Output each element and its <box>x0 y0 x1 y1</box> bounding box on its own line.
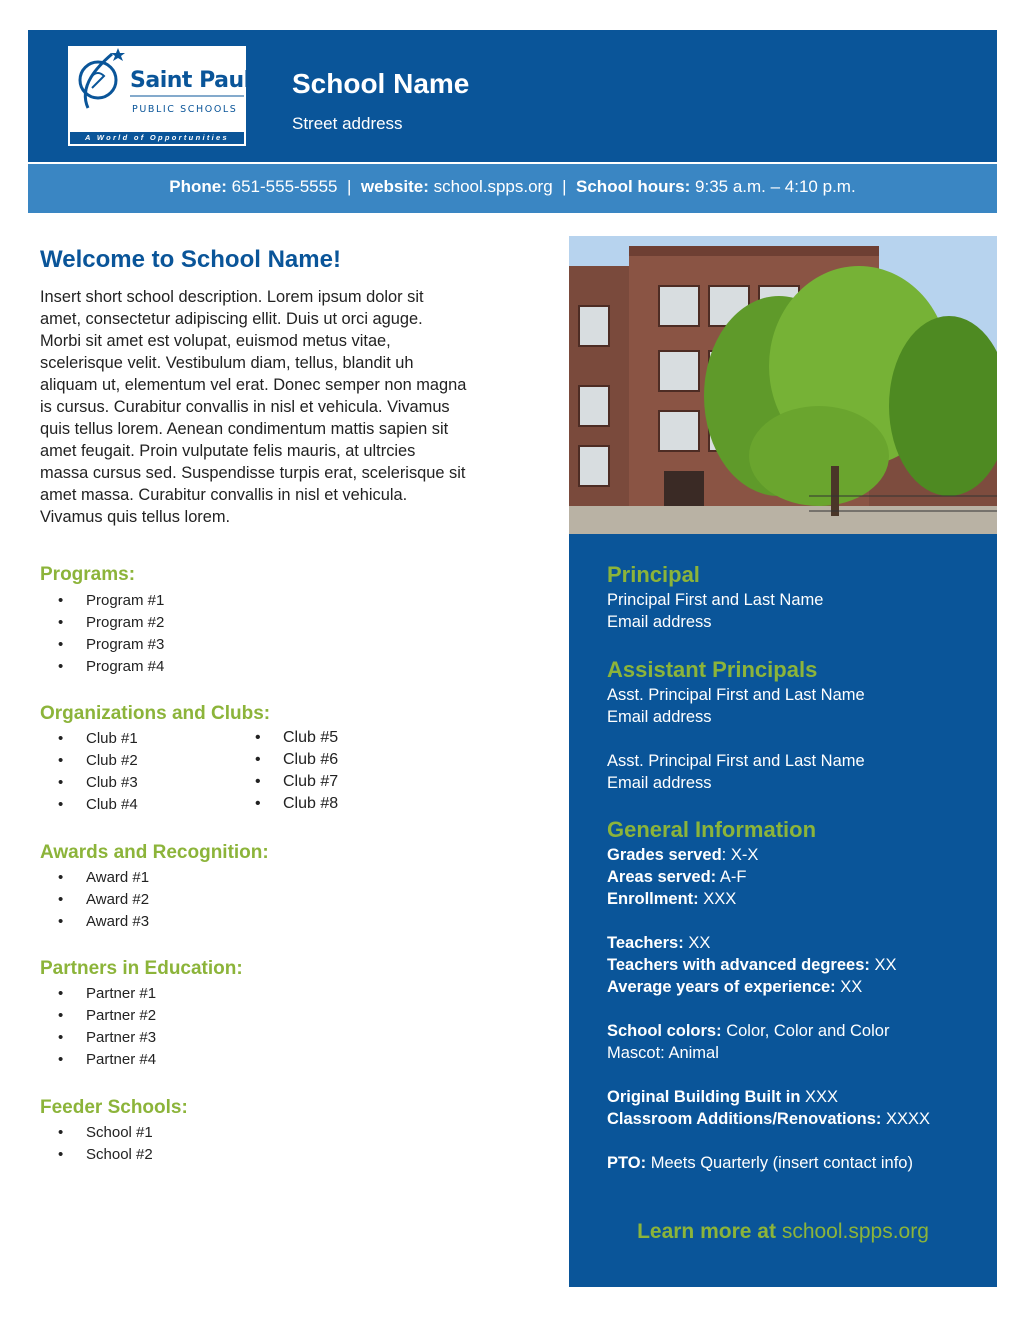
bullet-icon: • <box>58 730 64 747</box>
logo-emblem-icon <box>68 46 246 146</box>
principal-name: Principal First and Last Name <box>607 591 824 609</box>
club-item: Club #6 <box>283 751 339 768</box>
description-line: aliquam ut, elementum vel erat. Donec semper non magna <box>40 376 467 394</box>
bullet-icon: • <box>58 658 64 675</box>
district-logo <box>68 46 251 146</box>
additions-label: Classroom Additions/Renovations: <box>607 1110 882 1128</box>
building-built-label: Original Building Built in <box>607 1088 801 1106</box>
program-item: Program #4 <box>86 658 165 675</box>
description-line: Vivamus quis tellus lorem. <box>40 508 231 526</box>
phone-label: Phone: <box>169 177 227 196</box>
grades-served <box>607 846 758 865</box>
learn-more <box>569 1220 997 1244</box>
award-item: Award #3 <box>86 913 150 930</box>
bullet-icon: • <box>58 1029 64 1046</box>
description-line: scelerisque velit. Vestibulum diam, tellus, blandit uh <box>40 354 414 372</box>
grades-value: : X-X <box>721 846 759 864</box>
mascot: Mascot: Animal <box>607 1044 719 1062</box>
website-label: website: <box>360 177 429 196</box>
list-item <box>58 796 138 813</box>
list-item <box>58 985 157 1002</box>
logo-name: Saint Paul <box>130 68 251 93</box>
principal-heading: Principal <box>607 562 700 587</box>
school-colors <box>607 1022 889 1041</box>
programs-heading: Programs: <box>40 564 136 585</box>
partner-item: Partner #2 <box>86 1007 157 1024</box>
page-title: School Name <box>292 68 470 99</box>
ap1-email[interactable]: Email address <box>607 708 712 726</box>
program-item: Program #1 <box>86 592 165 609</box>
list-item <box>58 592 165 609</box>
feeder-school-item: School #1 <box>86 1124 153 1141</box>
partner-item: Partner #3 <box>86 1029 157 1046</box>
website-link[interactable]: school.spps.org <box>433 177 553 196</box>
bullet-icon: • <box>255 751 261 768</box>
bullet-icon: • <box>58 985 64 1002</box>
areas-value: A-F <box>716 868 747 886</box>
partner-item: Partner #4 <box>86 1051 157 1068</box>
pto-label: PTO: <box>607 1154 647 1172</box>
hours-label: School hours: <box>576 177 691 196</box>
advanced-degrees-label: Teachers with advanced degrees: <box>607 956 870 974</box>
bullet-icon: • <box>58 1124 64 1141</box>
description-line: Insert short school description. Lorem ipsum dolor sit <box>40 288 424 306</box>
principal-email[interactable]: Email address <box>607 613 712 631</box>
bullet-icon: • <box>58 774 64 791</box>
pto-value: Meets Quarterly (insert contact info) <box>646 1154 913 1172</box>
bullet-icon: • <box>58 752 64 769</box>
areas-served <box>607 868 746 887</box>
learn-more-label: Learn more at <box>637 1220 776 1243</box>
bullet-icon: • <box>255 795 261 812</box>
bullet-icon: • <box>58 891 64 908</box>
bullet-icon: • <box>58 913 64 930</box>
list-item <box>58 1007 157 1024</box>
list-item <box>255 751 339 769</box>
list-item <box>58 1146 153 1163</box>
logo-tagline: A World of Opportunities <box>70 132 244 144</box>
club-item: Club #2 <box>86 752 138 769</box>
list-item <box>58 774 138 791</box>
school-building-photo <box>569 236 997 534</box>
description-line: quis tellus lorem. Aenean condimentum mattis sapien sit <box>40 420 449 438</box>
logo-subtitle: PUBLIC SCHOOLS <box>132 104 238 115</box>
bullet-icon: • <box>255 773 261 790</box>
list-item <box>255 795 339 813</box>
description-line: Morbi sit amet est volupat, euismod metus vitae, <box>40 332 391 350</box>
bullet-icon: • <box>58 1007 64 1024</box>
school-description <box>40 286 540 528</box>
award-item: Award #1 <box>86 869 150 886</box>
separator: | <box>346 177 352 196</box>
partner-item: Partner #1 <box>86 985 157 1002</box>
description-line: amet massa. Curabitur convallis in nisl et vehicula. <box>40 486 408 504</box>
ap-heading: Assistant Principals <box>607 657 818 682</box>
bullet-icon: • <box>58 1146 64 1163</box>
additions-renovations <box>607 1110 930 1129</box>
avg-experience-label: Average years of experience: <box>607 978 836 996</box>
list-item <box>58 1051 157 1068</box>
pto <box>607 1154 913 1173</box>
club-item: Club #7 <box>283 773 339 790</box>
general-heading: General Information <box>607 817 817 842</box>
awards-heading: Awards and Recognition: <box>40 842 269 863</box>
description-line: is cursus. Curabitur convallis in nisl et vehicula. Vivamus <box>40 398 450 416</box>
enrollment-label: Enrollment: <box>607 890 699 908</box>
program-item: Program #2 <box>86 614 165 631</box>
list-item <box>58 913 150 930</box>
building-built-value: XXX <box>800 1088 839 1106</box>
list-item <box>255 773 339 791</box>
list-item <box>58 891 150 908</box>
partners-heading: Partners in Education: <box>40 958 243 979</box>
list-item <box>58 869 150 886</box>
bullet-icon: • <box>58 592 64 609</box>
club-item: Club #5 <box>283 729 339 746</box>
list-item <box>58 658 165 675</box>
enrollment-value: XXX <box>698 890 737 908</box>
list-item <box>58 614 165 631</box>
description-line: massa cursus sed. Suspendisse turpis erat, scelerisque sit <box>40 464 466 482</box>
list-item <box>58 752 138 769</box>
advanced-degrees-value: XX <box>869 956 897 974</box>
learn-more-link[interactable]: school.spps.org <box>781 1220 929 1243</box>
street-address: Street address <box>292 114 403 133</box>
areas-label: Areas served: <box>607 868 717 886</box>
teachers-label: Teachers: <box>607 934 684 952</box>
list-item <box>255 729 339 747</box>
bullet-icon: • <box>58 614 64 631</box>
bullet-icon: • <box>58 1051 64 1068</box>
feeder-heading: Feeder Schools: <box>40 1097 188 1118</box>
club-item: Club #4 <box>86 796 138 813</box>
bullet-icon: • <box>255 729 261 746</box>
award-item: Award #2 <box>86 891 150 908</box>
school-hours: 9:35 a.m. – 4:10 p.m. <box>695 177 856 196</box>
advanced-degrees <box>607 956 897 975</box>
list-item <box>58 1124 153 1141</box>
avg-experience-value: XX <box>835 978 863 996</box>
contact-info-bar <box>28 164 997 213</box>
club-item: Club #1 <box>86 730 138 747</box>
grades-label: Grades served <box>607 846 722 864</box>
bullet-icon: • <box>58 636 64 653</box>
avg-experience <box>607 978 862 997</box>
ap2-email[interactable]: Email address <box>607 774 712 792</box>
organizations-heading: Organizations and Clubs: <box>40 703 271 724</box>
teachers <box>607 934 710 953</box>
building-built <box>607 1088 838 1107</box>
welcome-heading: Welcome to School Name! <box>40 246 341 273</box>
ap1-name: Asst. Principal First and Last Name <box>607 686 865 704</box>
feeder-school-item: School #2 <box>86 1146 153 1163</box>
list-item <box>58 1029 157 1046</box>
phone-number: 651-555-5555 <box>231 177 338 196</box>
enrollment <box>607 890 736 909</box>
info-sidebar <box>569 534 997 1287</box>
header-banner <box>28 30 997 162</box>
club-item: Club #3 <box>86 774 138 791</box>
separator: | <box>562 177 567 196</box>
club-item: Club #8 <box>283 795 339 812</box>
school-colors-label: School colors: <box>607 1022 722 1040</box>
description-line: amet feugait. Proin vulputate felis mauris, at ultrcies <box>40 442 416 460</box>
list-item <box>58 636 165 653</box>
program-item: Program #3 <box>86 636 165 653</box>
teachers-value: XX <box>683 934 711 952</box>
ap2-name: Asst. Principal First and Last Name <box>607 752 865 770</box>
bullet-icon: • <box>58 869 64 886</box>
school-colors-value: Color, Color and Color <box>721 1022 890 1040</box>
description-line: amet, consectetur adipiscing ellit. Duis ut orci aguge. <box>40 310 423 328</box>
additions-value: XXXX <box>881 1110 931 1128</box>
bullet-icon: • <box>58 796 64 813</box>
list-item <box>58 730 138 747</box>
